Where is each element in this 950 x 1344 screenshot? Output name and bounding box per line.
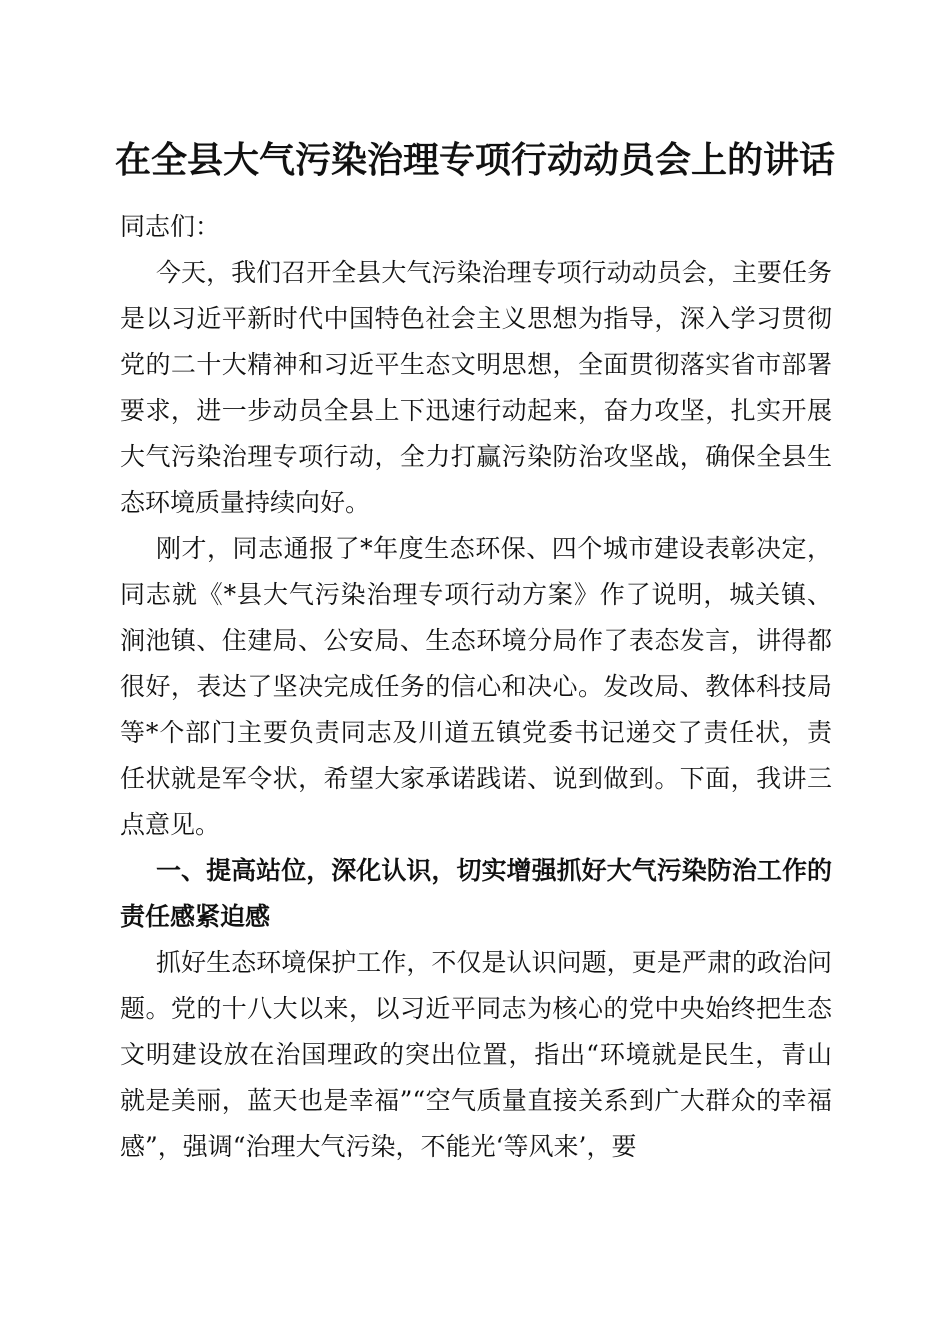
paragraph-opening: 今天，我们召开全县大气污染治理专项行动动员会，主要任务是以习近平新时代中国特色社会主义思想为指导，深入学习贯彻党的二十大精神和习近平生态文明思想，全面贯彻落实省市部署要求，进一步动员全县上下迅速行动起来，奋力攻坚，扎实开展大气污染治理专项行动，全力打赢污染防治攻坚战，确保全县生态环境质量持续向好。: [120, 258, 832, 517]
salutation: 同志们：: [120, 212, 221, 241]
section-paragraph-1: 抓好生态环境保护工作，不仅是认识问题，更是严肃的政治问题。党的十八大以来，以习近平同志为核心的党中央始终把生态文明建设放在治国理政的突出位置，指出“环境就是民生，青山就是美丽，蓝天也是幸福”“空气质量直接关系到广大群众的幸福感”，强调“治理大气污染，不能光‘等风来’，要: [120, 948, 832, 1161]
section-heading-1: 一、提高站位，深化认识，切实增强抓好大气污染防治工作的责任感紧迫感: [120, 856, 832, 931]
document-title: 在全县大气污染治理专项行动动员会上的讲话: [114, 139, 835, 181]
document-body: [120, 204, 832, 1170]
paragraph-summary: 刚才，同志通报了*年度生态环保、四个城市建设表彰决定，同志就《*县大气污染治理专项行动方案》作了说明，城关镇、涧池镇、住建局、公安局、生态环境分局作了表态发言，讲得都很好，表达了坚决完成任务的信心和决心。发改局、教体科技局等*个部门主要负责同志及川道五镇党委书记递交了责任状，责任状就是军令状，希望大家承诺践诺、说到做到。下面，我讲三点意见。: [120, 534, 832, 839]
